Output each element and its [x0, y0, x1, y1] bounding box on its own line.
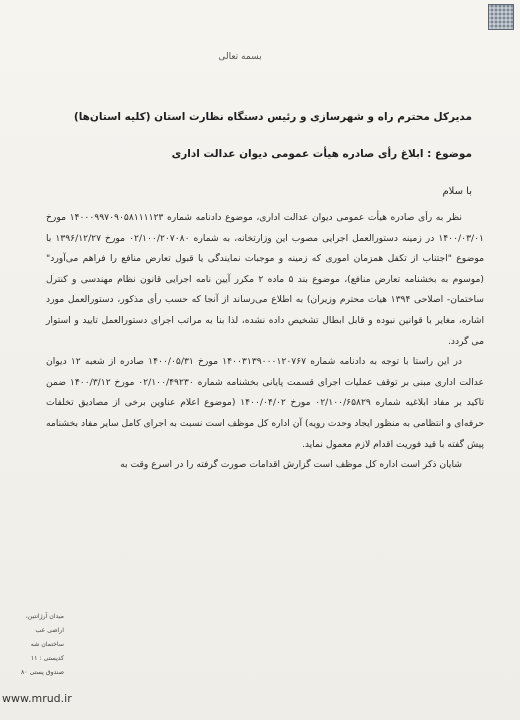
footer-line: کدپستی : ۱۱ — [30, 655, 64, 662]
letter-addressee: مدیرکل محترم راه و شهرسازی و رئیس دستگاه نظارت استان (کلیه استان‌ها) — [73, 111, 472, 123]
letter-greeting: با سلام — [442, 186, 472, 197]
footer-line: اراضی عب — [35, 627, 64, 634]
basmala-header: بسمه تعالی — [218, 52, 262, 62]
footer-line: میدان آرژانتین، — [25, 613, 64, 620]
footer-line: صندوق پستی ۸۰ — [20, 669, 64, 676]
footer-line: ساختمان شه — [30, 641, 64, 648]
body-paragraph-1: نظر به رأی صادره هیأت عمومی دیوان عدالت اداری، موضوع دادنامه شماره ۱۴۰۰۰۹۹۷۰۹۰۵۸۱۱۱۱۲۳ مورخ ۱۴۰۰/۰۳/۰۱ در زمینه دستورالعمل اجرایی مصوب این وزارتخانه، به شماره ۰۲/۱۰۰/۲۰۷۰۸۰ مورخ ۱۳۹۶/۱۲/۲۷ با موضوع "اجتناب از تکفل همزمان اموری که زمینه و موجبات نمایندگی یا قبول تعارض منافع را فراهم می‌آورد" (موسوم به بخشنامه تعارض منافع)، موضوع بند ۵ ماده ۲ مکرر آیین نامه اجرایی قانون نظام مهندسی و کنترل ساختمان- اصلاحی ۱۳۹۴ هیات محترم وزیران) به اطلاع می‌رساند از آنجا که حسب رأی مذکور، دستورالعمل مورد اشاره، مغایر با قوانین نبوده و قابل ابطال تشخیص داده نشده، لذا بنا به مراتب اجرای دستورالعمل تایید و استوار می گردد. — [46, 212, 485, 347]
letter-body — [46, 208, 484, 476]
letter-subject: موضوع : ابلاغ رأی صادره هیأت عمومی دیوان عدالت اداری — [171, 148, 472, 160]
body-paragraph-3: شایان ذکر است اداره کل موظف است گزارش اقدامات صورت گرفته را در اسرع وقت به — [120, 459, 462, 471]
footer-address — [4, 610, 64, 680]
body-paragraph-2: در این راستا با توجه به دادنامه شماره ۱۴۰۰۳۱۳۹۰۰۰۱۲۰۷۶۷ مورخ ۱۴۰۰/۰۵/۳۱ صادره از شعبه ۱۲ دیوان عدالت اداری مبنی بر توقف عملیات اجرای قسمت پایانی بخشنامه شماره ۰۲/۱۰۰/۴۹۲۳۰ مورخ ۱۴۰۰/۳/۱۲ ضمن تاکید بر مفاد ابلاغیه شماره ۰۲/۱۰۰/۶۵۸۲۹ مورخ ۱۴۰۰/۰۴/۰۲ (موضوع اعلام عناوین برخی از مصادیق تخلفات حرفه‌ای و انتظامی به منظور ایجاد وحدت رویه) آن اداره کل موظف است نسبت به اجرای کامل سایر مفاد بخشنامه پیش گفته با قید فوریت اقدام لازم معمول نماید. — [46, 356, 484, 450]
footer-website-link[interactable]: www.mrud.ir — [2, 692, 72, 705]
qr-code-icon — [488, 4, 514, 30]
